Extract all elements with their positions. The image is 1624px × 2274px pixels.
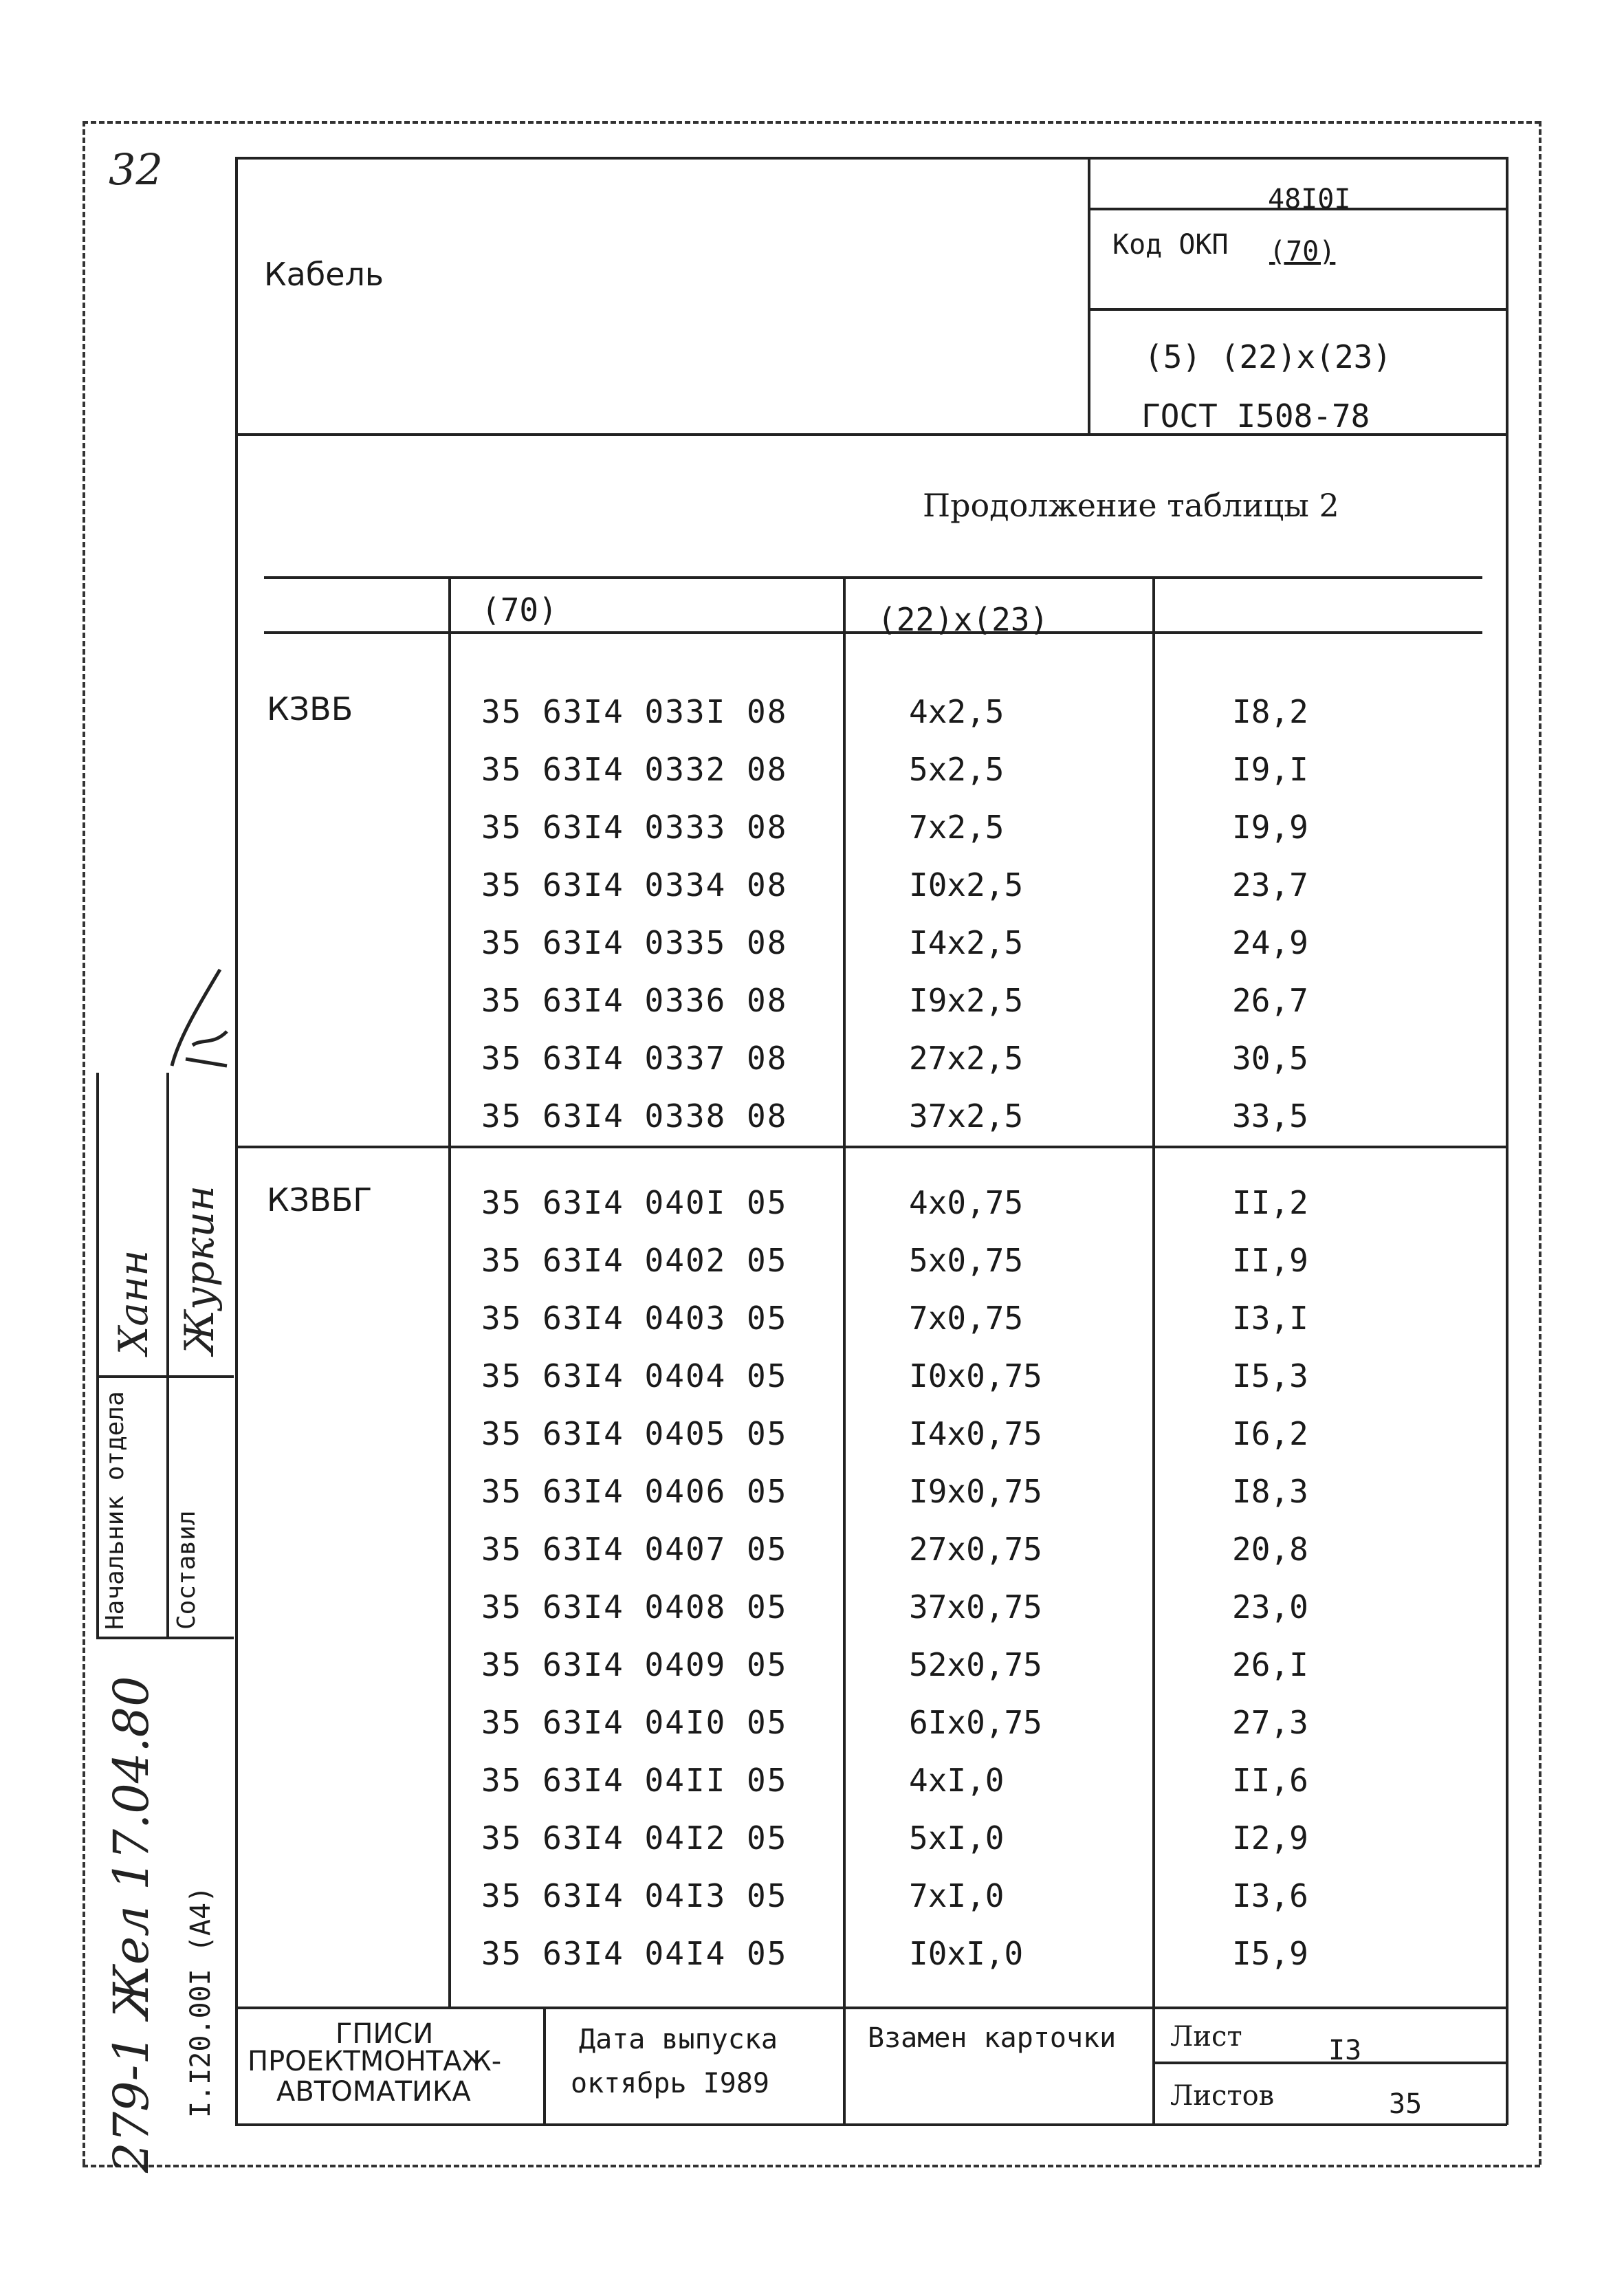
- product-code: 35 63I4 04I4 05: [481, 1935, 788, 1972]
- table-row: [0, 1181, 1624, 1242]
- cable-value: II,6: [1232, 1762, 1308, 1799]
- conductor-size: 37x2,5: [909, 1097, 1024, 1135]
- replaces-label: Взамен карточки: [868, 2022, 1117, 2054]
- sheet-label: Лист: [1170, 2021, 1242, 2053]
- cable-value: 33,5: [1232, 1097, 1308, 1135]
- conductor-size: 37x0,75: [909, 1588, 1042, 1626]
- product-code: 35 63I4 0336 08: [481, 982, 788, 1019]
- table-row: [0, 1242, 1624, 1300]
- conductor-size: 6Ix0,75: [909, 1704, 1042, 1741]
- standard-ref: ГОСТ I508-78: [1141, 397, 1370, 435]
- product-code: 35 63I4 0333 08: [481, 809, 788, 846]
- col-header-code: (70): [481, 591, 558, 628]
- product-code: 35 63I4 0403 05: [481, 1300, 788, 1337]
- group-name-kzvbg: КЗВБГ: [267, 1181, 373, 1218]
- head-of-dept-label: Начальник отдела: [101, 1391, 129, 1630]
- conductor-size: 7x0,75: [909, 1300, 1024, 1337]
- product-code: 35 63I4 0409 05: [481, 1646, 788, 1683]
- card-top: [235, 157, 1507, 160]
- conductor-size: 27x0,75: [909, 1531, 1042, 1568]
- cable-value: I9,9: [1232, 809, 1308, 846]
- footer-org-line1: ГПИСИ: [336, 2018, 434, 2050]
- cable-value: 20,8: [1232, 1531, 1308, 1568]
- product-code: 35 63I4 04II 05: [481, 1762, 788, 1799]
- sheets-label: Листов: [1170, 2080, 1275, 2112]
- product-code: 35 63I4 033I 08: [481, 693, 788, 730]
- table-header-bottom: [264, 631, 1482, 634]
- table-row: [0, 1762, 1624, 1819]
- cable-value: I3,6: [1232, 1877, 1308, 1914]
- product-code: 35 63I4 0404 05: [481, 1357, 788, 1395]
- header-divider: [1088, 157, 1090, 433]
- product-code: 35 63I4 0335 08: [481, 924, 788, 961]
- table-row: [0, 1877, 1624, 1935]
- conductor-size: I0xI,0: [909, 1935, 1024, 1972]
- conductor-size: 4x2,5: [909, 693, 1005, 730]
- cable-value: I8,2: [1232, 693, 1308, 730]
- product-name: Кабель: [264, 256, 384, 293]
- conductor-size: I9x2,5: [909, 982, 1024, 1019]
- footer-top-line: [235, 2007, 1507, 2009]
- table-row: [0, 1819, 1624, 1877]
- conductor-size: 5x2,5: [909, 751, 1005, 788]
- cable-value: II,9: [1232, 1242, 1308, 1279]
- product-code: 35 63I4 0406 05: [481, 1473, 788, 1510]
- table-row: [0, 809, 1624, 866]
- table-row: [0, 1935, 1624, 1993]
- frame-top: [83, 121, 1540, 124]
- release-label: Дата выпуска: [579, 2024, 778, 2055]
- okp-label: Код ОКП: [1112, 229, 1229, 261]
- product-code: 35 63I4 04I0 05: [481, 1704, 788, 1741]
- footer-divider-1: [543, 2007, 546, 2123]
- cable-value: 23,0: [1232, 1588, 1308, 1626]
- signature-compiler: Журкин: [176, 1185, 223, 1355]
- product-code: 35 63I4 0405 05: [481, 1415, 788, 1452]
- product-code: 35 63I4 0337 08: [481, 1040, 788, 1077]
- table-row: [0, 1300, 1624, 1357]
- conductor-size: 27x2,5: [909, 1040, 1024, 1077]
- cable-value: I8,3: [1232, 1473, 1308, 1510]
- table-caption: Продолжение таблицы 2: [923, 487, 1339, 524]
- doc-code: I.I20.00I (A4): [185, 1885, 217, 2118]
- conductor-size: I4x0,75: [909, 1415, 1042, 1452]
- okp-ref: (70): [1269, 236, 1336, 267]
- side-block-left: [96, 1073, 99, 1637]
- cable-value: I2,9: [1232, 1819, 1308, 1857]
- okp-code: 48I0I: [1268, 184, 1351, 215]
- product-code: 35 63I4 0334 08: [481, 866, 788, 904]
- handwritten-ref: 279-1 Жел 17.04.80: [103, 1676, 160, 2173]
- table-row: [0, 1357, 1624, 1415]
- footer-org-line2: ПРОЕКТМОНТАЖ-: [248, 2046, 502, 2077]
- side-block-bottom: [96, 1637, 234, 1639]
- cable-value: II,2: [1232, 1184, 1308, 1221]
- table-row: [0, 751, 1624, 809]
- table-row: [0, 690, 1624, 751]
- cable-value: I5,3: [1232, 1357, 1308, 1395]
- group-name-kzvb: КЗВБ: [267, 690, 353, 728]
- sheets-value: 35: [1389, 2088, 1423, 2120]
- cable-value: I9,I: [1232, 751, 1308, 788]
- table-row: [0, 1415, 1624, 1473]
- product-code: 35 63I4 0408 05: [481, 1588, 788, 1626]
- conductor-size: I9x0,75: [909, 1473, 1042, 1510]
- product-code: 35 63I4 04I2 05: [481, 1819, 788, 1857]
- conductor-size: 5xI,0: [909, 1819, 1005, 1857]
- product-code: 35 63I4 040I 05: [481, 1184, 788, 1221]
- table-row: [0, 982, 1624, 1040]
- card-bottom: [235, 2123, 1507, 2126]
- table-row: [0, 1588, 1624, 1646]
- footer-org-line3: АВТОМАТИКА: [276, 2076, 471, 2108]
- product-code: 35 63I4 0338 08: [481, 1097, 788, 1135]
- cable-value: I6,2: [1232, 1415, 1308, 1452]
- cable-value: 23,7: [1232, 866, 1308, 904]
- cable-value: 26,7: [1232, 982, 1308, 1019]
- cable-value: 27,3: [1232, 1704, 1308, 1741]
- table-row: [0, 866, 1624, 924]
- table-row: [0, 1704, 1624, 1762]
- col-header-size: (22)x(23): [877, 601, 1049, 638]
- table-row: [0, 1646, 1624, 1704]
- cable-value: 24,9: [1232, 924, 1308, 961]
- product-code: 35 63I4 0332 08: [481, 751, 788, 788]
- cable-value: 26,I: [1232, 1646, 1308, 1683]
- table-header-top: [264, 576, 1482, 579]
- conductor-size: 7x2,5: [909, 809, 1005, 846]
- table-row: [0, 1531, 1624, 1588]
- table-row: [0, 1097, 1624, 1155]
- table-row: [0, 1040, 1624, 1097]
- signature-head: Ханн: [110, 1249, 157, 1355]
- pen-mark: [158, 963, 234, 1073]
- table-row: [0, 1473, 1624, 1531]
- product-code: 35 63I4 0407 05: [481, 1531, 788, 1568]
- cable-value: I5,9: [1232, 1935, 1308, 1972]
- conductor-size: I0x0,75: [909, 1357, 1042, 1395]
- conductor-size: 4x0,75: [909, 1184, 1024, 1221]
- side-block-mid: [166, 1073, 169, 1637]
- side-block-split: [96, 1375, 234, 1378]
- table-row: [0, 924, 1624, 982]
- conductor-size: I4x2,5: [909, 924, 1024, 961]
- conductor-size: I0x2,5: [909, 866, 1024, 904]
- cable-value: 30,5: [1232, 1040, 1308, 1077]
- okp-box-bottom: [1088, 308, 1506, 311]
- frame-bottom: [83, 2165, 1540, 2167]
- conductor-size: 4xI,0: [909, 1762, 1005, 1799]
- designation: (5) (22)x(23): [1144, 338, 1392, 375]
- conductor-size: 5x0,75: [909, 1242, 1024, 1279]
- sheet-value: I3: [1328, 2035, 1362, 2066]
- conductor-size: 7xI,0: [909, 1877, 1005, 1914]
- page-corner-note: 32: [109, 144, 163, 195]
- product-code: 35 63I4 04I3 05: [481, 1877, 788, 1914]
- cable-value: I3,I: [1232, 1300, 1308, 1337]
- release-date: октябрь I989: [571, 2068, 769, 2099]
- product-code: 35 63I4 0402 05: [481, 1242, 788, 1279]
- compiled-by-label: Составил: [173, 1510, 201, 1630]
- conductor-size: 52x0,75: [909, 1646, 1042, 1683]
